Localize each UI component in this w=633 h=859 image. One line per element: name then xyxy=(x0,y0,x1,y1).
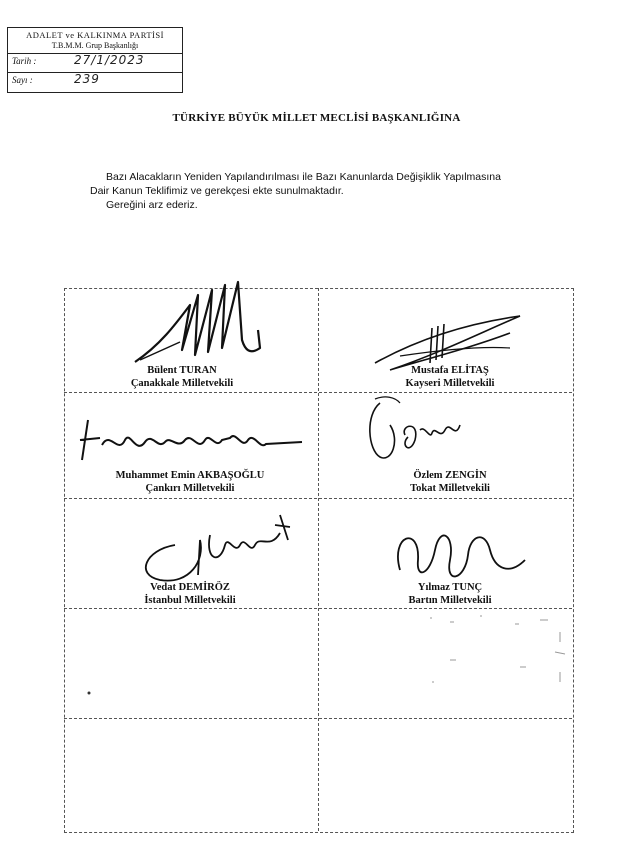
grid-divider-vertical xyxy=(318,288,319,831)
document-title: TÜRKİYE BÜYÜK MİLLET MECLİSİ BAŞKANLIĞINA xyxy=(172,112,461,124)
signatory-province: Kayseri Milletvekili xyxy=(405,378,495,389)
signatory-mustafa-elitas xyxy=(385,364,515,390)
stamp-org: ADALET ve KALKINMA PARTİSİ xyxy=(26,30,164,40)
signatory-ozlem-zengin xyxy=(385,469,515,495)
stamp-number-row xyxy=(8,72,182,88)
scan-artifact-dot xyxy=(86,690,92,696)
signatory-vedat-demiroz xyxy=(125,581,255,607)
signature-vedat-demiroz xyxy=(130,505,300,590)
signature-yilmaz-tunc xyxy=(390,515,530,590)
signatory-name: Mustafa ELİTAŞ xyxy=(411,365,489,376)
stamp-number-label: Sayı : xyxy=(12,75,33,85)
stamp-number-value: 239 xyxy=(74,72,100,86)
signatory-name: Muhammet Emin AKBAŞOĞLU xyxy=(115,470,265,481)
signatory-name: Yılmaz TUNÇ xyxy=(417,582,483,593)
signature-ozlem-zengin xyxy=(360,395,470,470)
grid-divider-row-4 xyxy=(64,718,572,719)
signatory-province: Çanakkale Milletvekili xyxy=(130,378,234,389)
grid-divider-row-3 xyxy=(64,608,572,609)
signatory-yilmaz-tunc xyxy=(385,581,515,607)
paragraph-line-2: Dair Kanun Teklifimiz ve gerekçesi ekte sunulmaktadır. xyxy=(90,185,344,197)
grid-divider-row-2 xyxy=(64,498,572,499)
scan-artifact-marks xyxy=(420,612,570,692)
signatory-bulent-turan xyxy=(112,364,252,390)
stamp-date-row xyxy=(8,53,182,69)
signatory-name: Özlem ZENGİN xyxy=(413,470,487,481)
stamp-date-label: Tarih : xyxy=(12,56,37,66)
stamp-unit: T.B.M.M. Grup Başkanlığı xyxy=(51,41,139,50)
signatory-province: İstanbul Milletvekili xyxy=(144,595,236,606)
signatory-muhammet-emin-akbasoglu xyxy=(90,469,290,495)
stamp-date-value: 27/1/2023 xyxy=(74,53,145,67)
signatory-province: Tokat Milletvekili xyxy=(410,483,490,494)
party-stamp xyxy=(7,27,183,93)
signatory-name: Bülent TURAN xyxy=(147,365,217,376)
paragraph-line-1: Bazı Alacakların Yeniden Yapılandırılması ile Bazı Kanunlarda Değişiklik Yapılmasına xyxy=(106,171,501,183)
signatory-province: Çankırı Milletvekili xyxy=(145,483,235,494)
closing-line: Gereğini arz ederiz. xyxy=(106,199,198,211)
signatory-province: Bartın Milletvekili xyxy=(408,595,492,606)
signatory-name: Vedat DEMİRÖZ xyxy=(150,582,230,593)
grid-divider-row-1 xyxy=(64,392,572,393)
